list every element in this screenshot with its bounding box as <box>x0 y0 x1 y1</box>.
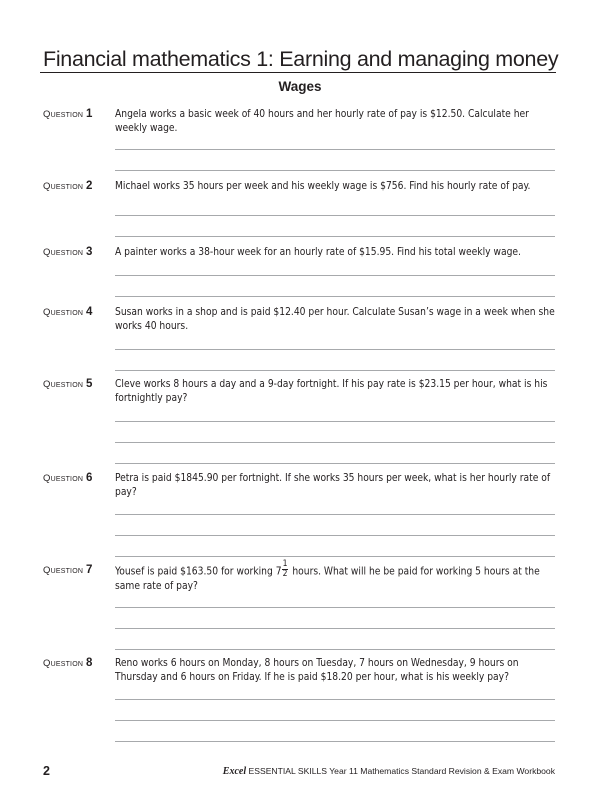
question-number: 5 <box>85 378 93 390</box>
question-number: 1 <box>85 108 93 120</box>
page-number: 2 <box>43 764 50 778</box>
answer-line[interactable] <box>115 535 555 536</box>
question-label <box>43 472 93 484</box>
question-label <box>43 108 93 120</box>
question-text: Michael works 35 hours per week and his weekly wage is $756. Find his hourly rate of pay. <box>115 181 531 192</box>
question-word: Question <box>43 109 84 120</box>
question-label <box>43 564 93 576</box>
brand-logo: Excel <box>222 766 247 777</box>
answer-line[interactable] <box>115 296 555 297</box>
footer-title: ESSENTIAL SKILLS Year 11 Mathematics Standard Revision & Exam Workbook <box>246 766 555 776</box>
fraction-numerator: 1 <box>282 559 288 569</box>
question-number: 2 <box>85 180 93 192</box>
answer-line[interactable] <box>115 275 555 276</box>
question-text: Angela works a basic week of 40 hours and her hourly rate of pay is $12.50. Calculate her weekly wage. <box>115 109 529 134</box>
answer-line[interactable] <box>115 149 555 150</box>
question-text: Susan works in a shop and is paid $12.40 per hour. Calculate Susan’s wage in a week when she works 40 hours. <box>115 307 555 332</box>
question-number: 4 <box>85 306 93 318</box>
answer-line[interactable] <box>115 556 555 557</box>
answer-line[interactable] <box>115 463 555 464</box>
title-divider <box>40 72 556 73</box>
question-word: Question <box>43 658 84 669</box>
footer-text <box>223 766 555 777</box>
question-text: A painter works a 38-hour week for an hourly rate of $15.95. Find his total weekly wage. <box>115 247 521 258</box>
question-word: Question <box>43 307 84 318</box>
question-label <box>43 306 93 318</box>
section-title: Wages <box>278 79 322 94</box>
answer-line[interactable] <box>115 236 555 237</box>
question-text-end: hours. What will he be paid for working 5 hours at the same rate of pay? <box>115 566 540 592</box>
answer-line[interactable] <box>115 215 555 216</box>
question-number: 7 <box>85 564 93 576</box>
question-label <box>43 378 93 390</box>
question-text-start: Yousef is paid $163.50 for working 7 <box>115 566 282 578</box>
page-title: Financial mathematics 1: Earning and managing money <box>43 47 559 71</box>
answer-line[interactable] <box>115 170 555 171</box>
question-number: 6 <box>85 472 93 484</box>
question-label <box>43 180 93 192</box>
fraction-denominator: 2 <box>282 569 288 579</box>
question-label <box>43 246 93 258</box>
answer-line[interactable] <box>115 421 555 422</box>
answer-line[interactable] <box>115 628 555 629</box>
question-text <box>115 559 560 594</box>
answer-line[interactable] <box>115 720 555 721</box>
question-text: Cleve works 8 hours a day and a 9-day fortnight. If his pay rate is $23.15 per hour, what is his fortnightly pay? <box>115 379 548 404</box>
fraction <box>282 560 289 579</box>
question-word: Question <box>43 181 84 192</box>
answer-line[interactable] <box>115 514 555 515</box>
answer-line[interactable] <box>115 699 555 700</box>
answer-line[interactable] <box>115 607 555 608</box>
question-label <box>43 657 93 669</box>
answer-line[interactable] <box>115 370 555 371</box>
question-number: 3 <box>85 246 93 258</box>
answer-line[interactable] <box>115 649 555 650</box>
question-word: Question <box>43 379 84 390</box>
question-word: Question <box>43 473 84 484</box>
question-text: Petra is paid $1845.90 per fortnight. If she works 35 hours per week, what is her hourly rate of pay? <box>115 473 551 498</box>
question-text: Reno works 6 hours on Monday, 8 hours on Tuesday, 7 hours on Wednesday, 9 hours on Thursday and 6 hours on Friday. If he is paid $18.20 per hour, what is his weekly pay? <box>115 658 519 683</box>
answer-line[interactable] <box>115 442 555 443</box>
question-number: 8 <box>85 657 93 669</box>
answer-line[interactable] <box>115 741 555 742</box>
question-word: Question <box>43 247 84 258</box>
answer-line[interactable] <box>115 349 555 350</box>
question-word: Question <box>43 565 84 576</box>
